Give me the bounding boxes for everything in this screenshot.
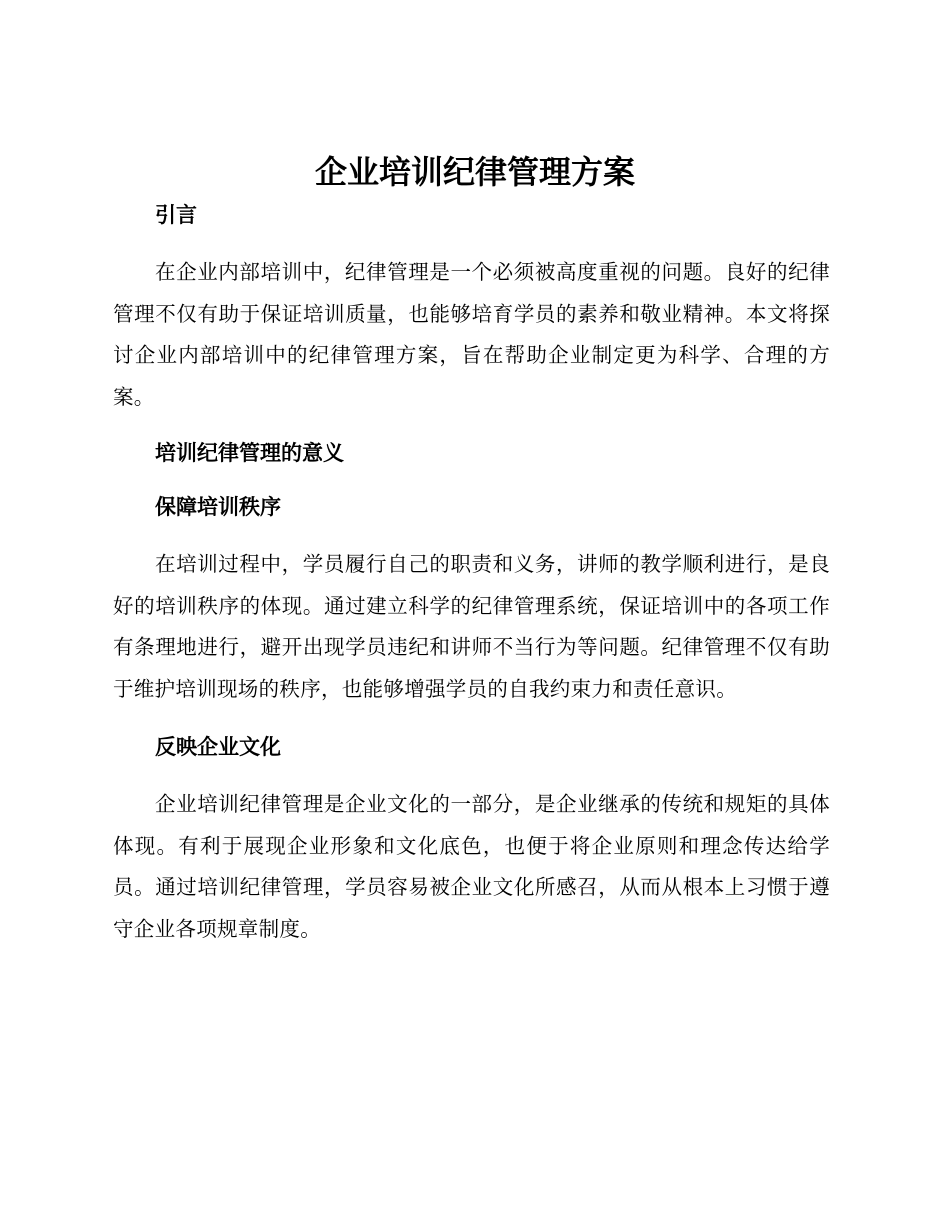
subsection-heading-culture: 反映企业文化 <box>155 735 281 759</box>
section-heading: 培训纪律管理的意义 <box>155 441 344 465</box>
document-title: 企业培训纪律管理方案 <box>314 153 635 191</box>
subsection-paragraph-order: 在培训过程中，学员履行自己的职责和义务，讲师的教学顺利进行，是良好的培训秩序的体现。通过建立科学的纪律管理系统，保证培训中的各项工作有条理地进行，避开出现学员违纪和讲师不当行为等问题。纪律管理不仅有助于维护培训现场的秩序，也能够增强学员的自我约束力和责任意识。 <box>113 552 830 701</box>
intro-paragraph: 在企业内部培训中，纪律管理是一个必须被高度重视的问题。良好的纪律管理不仅有助于保证培训质量，也能够培育学员的素养和敬业精神。本文将探讨企业内部培训中的纪律管理方案，旨在帮助企业制定更为科学、合理的方案。 <box>113 260 830 409</box>
intro-heading: 引言 <box>155 203 197 227</box>
subsection-heading-order: 保障培训秩序 <box>155 495 281 519</box>
subsection-paragraph-culture: 企业培训纪律管理是企业文化的一部分，是企业继承的传统和规矩的具体体现。有利于展现企业形象和文化底色，也便于将企业原则和理念传达给学员。通过培训纪律管理，学员容易被企业文化所感召，从而从根本上习惯于遵守企业各项规章制度。 <box>113 792 830 941</box>
